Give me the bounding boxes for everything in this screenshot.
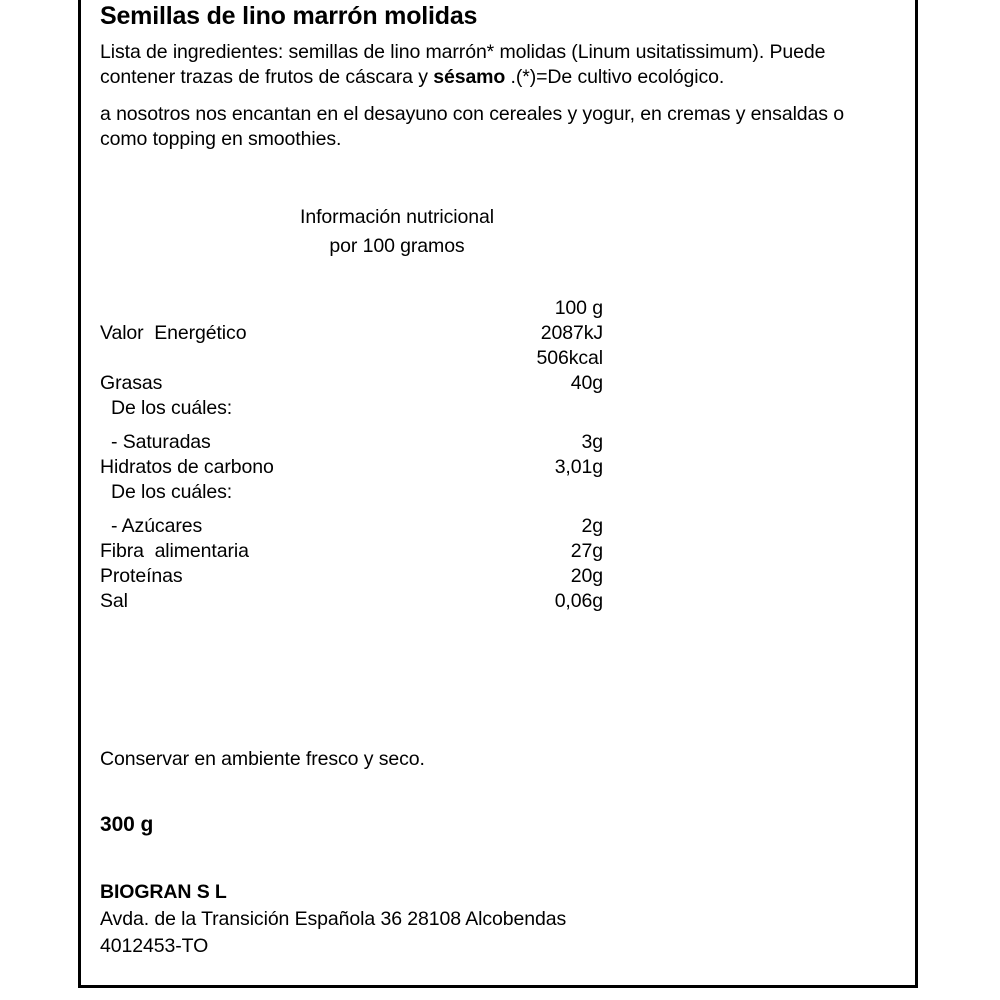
- nutrition-heading-line1: Información nutricional: [300, 205, 494, 228]
- nutrient-value: 506kcal: [536, 346, 603, 369]
- table-row: [100, 564, 603, 589]
- label-content: [100, 3, 890, 959]
- nutrient-value: 27g: [570, 539, 603, 562]
- table-row-spacer: [100, 505, 603, 514]
- table-row: [100, 589, 603, 614]
- table-row-spacer: [100, 421, 603, 430]
- nutrient-label: Proteínas: [100, 564, 183, 587]
- ingredients-paragraph: [100, 40, 890, 91]
- nutrient-label: Hidratos de carbono: [100, 455, 274, 478]
- nutrition-heading-line2: por 100 gramos: [329, 234, 465, 257]
- nutrient-label: [100, 346, 464, 371]
- nutrient-label: Fibra alimentaria: [100, 539, 249, 562]
- nutrient-value: 3g: [581, 430, 603, 453]
- nutrient-value: 0,06g: [554, 589, 603, 612]
- nutrient-label: Grasas: [100, 371, 163, 394]
- nutrient-value: 40g: [570, 371, 603, 394]
- table-row-column-header: [100, 296, 603, 321]
- table-row: [100, 514, 603, 539]
- nutrient-label: Sal: [100, 589, 128, 612]
- nutrient-value: 2g: [581, 514, 603, 537]
- nutrition-heading: [100, 203, 890, 261]
- nutrition-table: [100, 296, 603, 614]
- ingredients-text-suffix: .(*)=De cultivo ecológico.: [505, 66, 725, 88]
- company-address: Avda. de la Transición Española 36 28108 Alcobendas: [100, 907, 567, 930]
- company-code: 4012453-TO: [100, 934, 209, 957]
- nutrient-value: 20g: [570, 564, 603, 587]
- table-row: [100, 430, 603, 455]
- nutrient-value: [464, 396, 603, 421]
- page-title: Semillas de lino marrón molidas: [100, 2, 478, 30]
- allergen-sesame-label: sésamo: [433, 66, 506, 88]
- label-border-frame: [78, 0, 918, 988]
- nutrient-value: 3,01g: [554, 455, 603, 478]
- column-header-label-blank: [100, 296, 464, 321]
- nutrition-table-body: [100, 296, 603, 321]
- table-row: [100, 480, 603, 505]
- company-name: BIOGRAN S L: [100, 880, 227, 903]
- table-row: [100, 321, 603, 346]
- table-row: [100, 346, 603, 371]
- nutrient-label: - Saturadas: [111, 430, 211, 453]
- description-block: [100, 40, 890, 153]
- table-row: [100, 371, 603, 396]
- nutrient-label: De los cuáles:: [111, 396, 233, 419]
- column-header-serving: 100 g: [554, 296, 603, 319]
- nutrient-value: [464, 480, 603, 505]
- ingredients-text-prefix: Lista de ingredientes: semillas de lino marrón* molidas (Linum usitatissimum). Puede contener trazas de frutos de cáscara y: [100, 40, 826, 88]
- storage-instructions: Conservar en ambiente fresco y seco.: [100, 747, 425, 770]
- nutrition-rows: [100, 321, 603, 614]
- spacer-cell: [100, 505, 603, 514]
- nutrient-value: 2087kJ: [540, 321, 603, 344]
- nutrient-label: De los cuáles:: [111, 480, 233, 503]
- nutrient-label: Valor Energético: [100, 321, 247, 344]
- nutrient-label: - Azúcares: [111, 514, 203, 537]
- footer-block: [100, 747, 890, 959]
- net-weight: 300 g: [100, 812, 154, 836]
- table-row: [100, 539, 603, 564]
- spacer-cell: [100, 421, 603, 430]
- table-row: [100, 455, 603, 480]
- usage-suggestion-paragraph: a nosotros nos encantan en el desayuno con cereales y yogur, en cremas y ensaldas o como topping en smoothies.: [100, 102, 845, 150]
- table-row: [100, 396, 603, 421]
